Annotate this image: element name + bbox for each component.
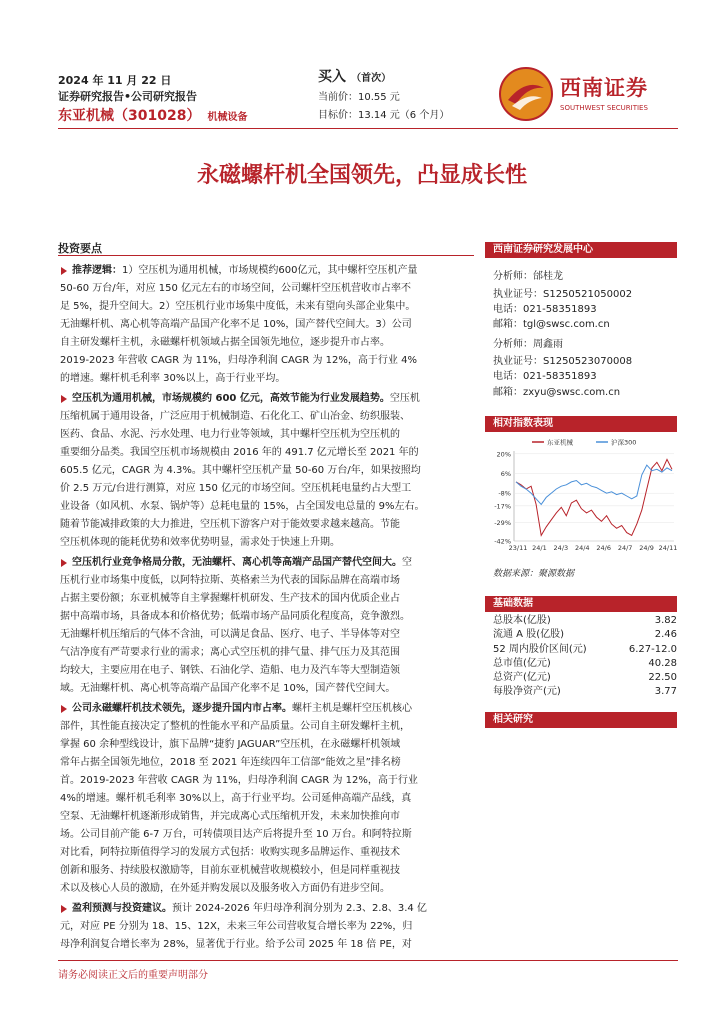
investment-heading: 投资要点 xyxy=(58,242,102,255)
current-price: 当前价：10.55 元 xyxy=(318,92,400,103)
analyst-2-cert: 执业证号：S1250523070008 xyxy=(493,356,633,367)
company-logo xyxy=(498,64,678,124)
basic-data-row: 每股净资产(元) 3.77 xyxy=(493,686,677,697)
para-line: 足 5%，提升空间大。2）空压机行业市场集中度低，未来有望向头部企业集中。 xyxy=(60,301,416,312)
para-line: 空 xyxy=(402,557,412,568)
chart-x-tick-label: 23/11 xyxy=(508,544,528,552)
chart-section-header: 相对指数表现 xyxy=(485,416,677,432)
basic-data-row: 52 周内股价区间(元) 6.27-12.0 xyxy=(493,644,677,655)
analyst-2-name: 分析师：周鑫雨 xyxy=(493,339,563,350)
para-line: 重要细分品类。我国空压机市场规模由 2016 年的 491.7 亿元增长至 2021 年的 xyxy=(60,447,419,458)
chart-x-tick-label: 24/4 xyxy=(574,544,590,552)
para-line: 自主研发螺杆主机，永磁螺杆机领域占据全国领先地位，逐步提升市占率。 xyxy=(60,337,390,348)
para-line: 4%的增速。螺杆机毛利率 30%以上，高于行业平均。公司延伸高端产品线，真 xyxy=(60,793,412,804)
chart-y-tick-label: -29% xyxy=(494,519,511,528)
rating: 买入 xyxy=(318,69,346,85)
chart-x-tick-label: 24/11 xyxy=(658,544,678,552)
analyst-2-phone: 电话：021-58351893 xyxy=(493,371,597,382)
logo-emblem-icon xyxy=(498,66,554,122)
basic-data-row: 总市值(亿元) 40.28 xyxy=(493,658,677,669)
para-line: 的增速。螺杆机毛利率 30%以上，高于行业平均。 xyxy=(60,373,286,384)
logo-cn: 西南证券 xyxy=(560,75,648,100)
analyst-1-cert: 执业证号：S1250521050002 xyxy=(493,289,633,300)
company-line xyxy=(58,105,248,125)
para-line: 随着节能减排政策的大力推进，空压机下游客户对于能效要求越来越高。节能 xyxy=(60,519,400,530)
rating-line xyxy=(318,66,391,86)
para-line: 空压机 xyxy=(389,393,420,404)
company-name: 东亚机械（301028） xyxy=(58,108,201,124)
rating-note: （首次） xyxy=(351,73,392,84)
footer-divider xyxy=(58,960,678,961)
data-source-note: 数据来源：聚源数据 xyxy=(493,569,575,579)
basic-data-row: 总资产(亿元) 22.50 xyxy=(493,672,677,683)
para-line: 无油螺杆机压缩后的气体不含油，可以满足食品、医疗、电子、半导体等对空 xyxy=(60,629,400,640)
para-line: 母净利润复合增长率为 28%，显著优于行业。给予公司 2025 年 18 倍 PE，对 xyxy=(60,939,412,950)
para-line: 价 2.5 万元/台进行测算，对应 150 亿元的市场空间。空压机耗电量约占大型工 xyxy=(60,483,412,494)
chart-legend-label: 沪深300 xyxy=(611,438,637,447)
para-lead: 公司永磁螺杆机技术领先，逐步提升国内市占率。 xyxy=(72,703,292,714)
chart-y-tick-label: 20% xyxy=(496,450,511,459)
para-line: 50-60 万台/年，对应 150 亿元左右的市场空间，公司螺杆空压机营收市占率不 xyxy=(60,283,412,294)
para-lead: 推荐逻辑： xyxy=(72,265,122,276)
para-line: 域。无油螺杆机、离心机等高端产品国产化率不足 10%，国产替代空间大。 xyxy=(60,683,396,694)
report-title: 永磁螺杆机全国领先，凸显成长性 xyxy=(196,162,527,188)
para-line: 掌握 60 余种型线设计，旗下品牌“捷豹 JAGUAR”空压机，在永磁螺杆机领域 xyxy=(60,739,401,750)
analyst-2-email[interactable]: 邮箱：zxyu@swsc.com.cn xyxy=(493,387,621,398)
para-line: 医药、食品、水泥、污水处理、电力行业等领域，其中螺杆空压机为空压机的 xyxy=(60,429,400,440)
analyst-1-name: 分析师：邰桂龙 xyxy=(493,271,563,282)
chart-legend-label: 东亚机械 xyxy=(547,438,573,447)
chart-y-tick-label: -42% xyxy=(494,537,511,546)
para-line: 术以及核心人员的激励，在外延并购发展以及服务收入方面仍有进步空间。 xyxy=(60,883,390,894)
para-line: 场。公司目前产能 6-7 万台，可转债项目达产后将提升至 10 万台。和阿特拉斯 xyxy=(60,829,412,840)
paragraph-forecast xyxy=(60,900,474,954)
footer-disclaimer: 请务必阅读正文后的重要声明部分 xyxy=(58,970,208,981)
paragraph-technology xyxy=(60,700,474,898)
para-line: 元，对应 PE 分别为 18、15、12X，未来三年公司营收复合增长率为 22%，归 xyxy=(60,921,413,932)
para-lead: 盈利预测与投资建议。 xyxy=(72,903,172,914)
chart-series-line xyxy=(516,465,672,504)
para-line: 无油螺杆机、离心机等高端产品国产化率不足 10%，国产替代空间大。3）公司 xyxy=(60,319,412,330)
chart-x-tick-label: 24/1 xyxy=(532,544,547,552)
chart-y-tick-label: 6% xyxy=(500,470,511,478)
related-research-header: 相关研究 xyxy=(485,712,677,728)
analyst-1-phone: 电话：021-58351893 xyxy=(493,304,597,315)
basic-data-row: 总股本(亿股) 3.82 xyxy=(493,615,677,626)
report-date: 2024 年 11 月 22 日 xyxy=(58,74,172,87)
chart-y-tick-label: -17% xyxy=(494,502,511,511)
header-divider xyxy=(58,128,678,129)
basic-data-row: 流通 A 股(亿股) 2.46 xyxy=(493,629,677,640)
para-line: 部件，其性能直接决定了整机的性能水平和产品质量。公司自主研发螺杆主机， xyxy=(60,721,410,732)
para-line: 常年占据全国领先地位，2018 至 2021 年连续四年工信部“能效之星”排名榜 xyxy=(60,757,401,768)
para-line: 2019-2023 年营收 CAGR 为 11%，归母净利润 CAGR 为 12%，高于行业 4% xyxy=(60,355,417,366)
para-lead: 空压机行业竞争格局分散，无油螺杆、离心机等高端产品国产替代空间大。 xyxy=(72,557,402,568)
chart-x-tick-label: 24/9 xyxy=(639,544,654,552)
paragraph-market xyxy=(60,390,474,552)
para-line: 对比看，阿特拉斯值得学习的发展方式包括：收购实现多品牌运作、重视技术 xyxy=(60,847,400,858)
chart-x-tick-label: 24/3 xyxy=(553,544,569,552)
para-line: 压缩机属于通用设备，广泛应用于机械制造、石化化工、矿山冶金、纺织服装、 xyxy=(60,411,410,422)
para-line: 压机行业市场集中度低，以阿特拉斯、英格索兰为代表的国际品牌在高端市场 xyxy=(60,575,400,586)
para-line: 螺杆主机是螺杆空压机核心 xyxy=(292,703,412,714)
report-type: 证券研究报告•公司研究报告 xyxy=(58,90,198,103)
heading-underline xyxy=(58,255,474,256)
chart-y-tick-label: -8% xyxy=(498,489,511,498)
institute-header: 西南证券研究发展中心 xyxy=(485,242,677,258)
para-line: 605.5 亿元，CAGR 为 4.3%。其中螺杆空压机产量 50-60 万台/年，如果按照均 xyxy=(60,465,421,476)
chart-x-tick-label: 24/7 xyxy=(617,544,633,552)
para-line: 1）空压机为通用机械，市场规模约600亿元，其中螺杆空压机产量 xyxy=(122,265,418,276)
para-line: 预计 2024-2026 年归母净利润分别为 2.3、2.8、3.4 亿 xyxy=(172,903,427,914)
para-line: 气洁净度有严苛要求行业的需求；离心式空压机的排气量、排气压力及其范围 xyxy=(60,647,400,658)
chart-x-tick-label: 24/6 xyxy=(596,544,612,552)
basic-data-header: 基础数据 xyxy=(485,596,677,612)
paragraph-recommendation xyxy=(60,262,474,388)
industry-label: 机械设备 xyxy=(207,112,248,123)
para-line: 空压机体现的能耗优势和效率优势明显，需求处于快速上升期。 xyxy=(60,537,340,548)
chart-series-line xyxy=(516,459,672,535)
para-line: 占据主要份额；东亚机械等自主掌握螺杆机研发、生产技术的国内优质企业占 xyxy=(60,593,400,604)
relative-index-chart xyxy=(484,435,680,559)
para-line: 业设备（如风机、水泵、锅炉等）总耗电量的 15%，占全国发电总量的 9%左右。 xyxy=(60,501,425,512)
para-line: 创新和服务、持续股权激励等，目前东亚机械营收规模较小，但是同样重视技 xyxy=(60,865,400,876)
target-price: 目标价：13.14 元（6 个月） xyxy=(318,110,450,121)
paragraph-competition xyxy=(60,554,474,698)
para-line: 空泵、无油螺杆机逐渐形成销售，并完成离心式压缩机开发，未来加快推向市 xyxy=(60,811,400,822)
para-line: 首。2019-2023 年营收 CAGR 为 11%，归母净利润 CAGR 为 12%，高于行业 xyxy=(60,775,418,786)
para-line: 据中高端市场，具备成本和价格优势；低端市场产品同质化程度高，竞争激烈。 xyxy=(60,611,410,622)
para-lead: 空压机为通用机械，市场规模约 600 亿元，高效节能为行业发展趋势。 xyxy=(72,393,390,404)
logo-en: SOUTHWEST SECURITIES xyxy=(560,104,648,112)
analyst-1-email[interactable]: 邮箱：tgl@swsc.com.cn xyxy=(493,319,610,330)
para-line: 均较大，主要应用在电子、钢铁、石油化学、造船、电力及汽车等大型制造领 xyxy=(60,665,400,676)
